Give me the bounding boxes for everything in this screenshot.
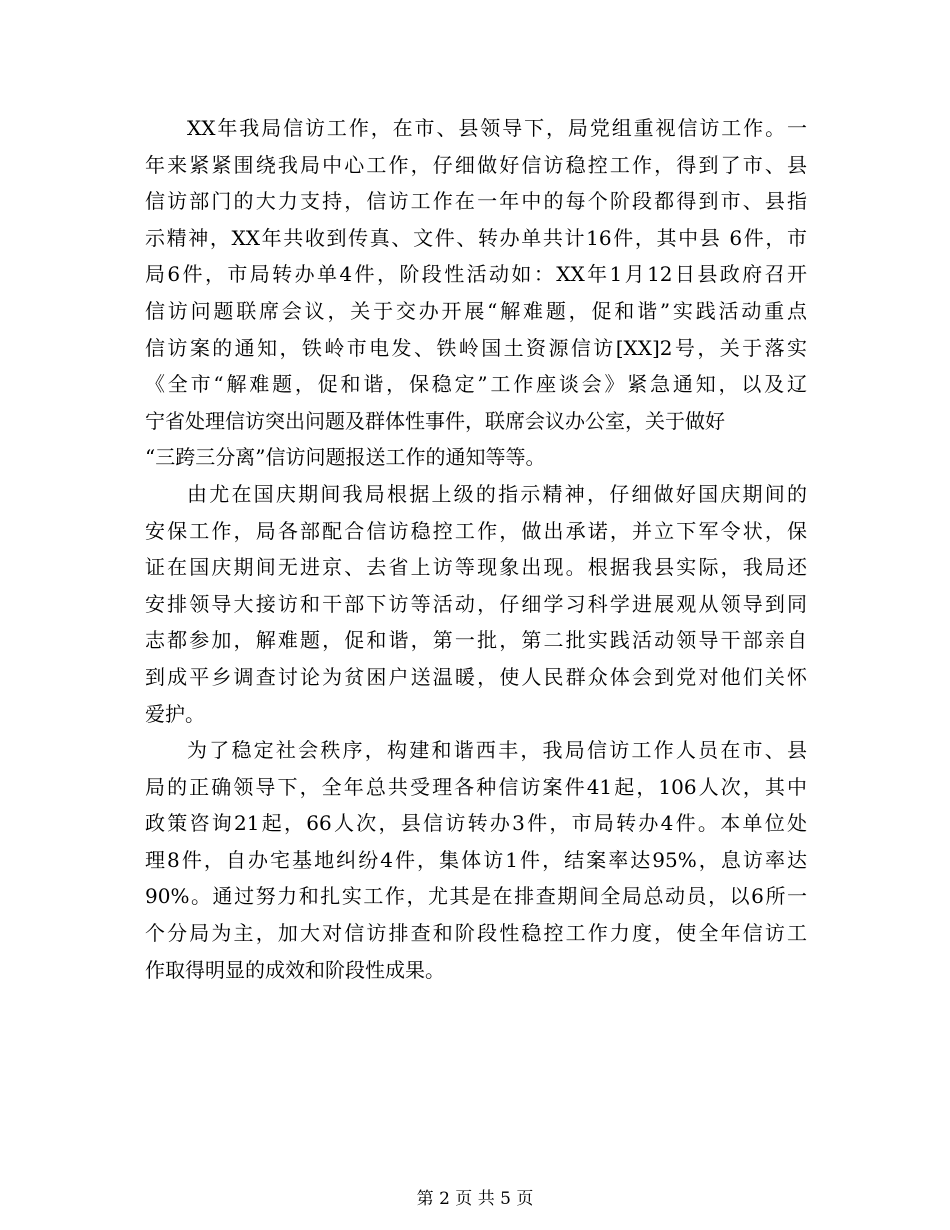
text-line: 由尤在国庆期间我局根据上级的指示精神，仔细做好国庆期间的: [187, 481, 807, 506]
text-line: 信访部门的大力支持，信访工作在一年中的每个阶段都得到市、县指: [145, 189, 807, 214]
text-line: 《全市“解难题，促和谐，保稳定”工作座谈会》紧急通知，以及辽: [145, 372, 807, 397]
page-number-footer: 第 2 页 共 5 页: [416, 1189, 534, 1209]
text-line: 局的正确领导下，全年总共受理各种信访案件41起，106人次，其中: [145, 774, 807, 799]
text-line: 证在国庆期间无进京、去省上访等现象出现。根据我县实际，我局还: [145, 555, 807, 580]
text-line: 到成平乡调查讨论为贫困户送温暖，使人民群众体会到党对他们关怀: [145, 664, 807, 689]
text-line: 爱护。: [145, 701, 205, 726]
text-line: 90%。通过努力和扎实工作，尤其是在排查期间全局总动员，以6所一: [145, 884, 807, 909]
text-line: 局6件，市局转办单4件，阶段性活动如：XX年1月12日县政府召开: [145, 262, 807, 287]
document-body: [145, 110, 807, 988]
text-line: 年来紧紧围绕我局中心工作，仔细做好信访稳控工作，得到了市、县: [145, 152, 807, 177]
text-line: 安保工作，局各部配合信访稳控工作，做出承诺，并立下军令状，保: [145, 518, 807, 543]
text-line: “三跨三分离”信访问题报送工作的通知等等。: [145, 445, 546, 470]
paragraph-2: [145, 476, 807, 732]
text-line: 安排领导大接访和干部下访等活动，仔细学习科学进展观从领导到同: [145, 591, 807, 616]
text-line: 志都参加，解难题，促和谐，第一批，第二批实践活动领导干部亲自: [145, 628, 807, 653]
paragraph-1: [145, 110, 807, 476]
text-line: 理8件，自办宅基地纠纷4件，集体访1件，结案率达95%，息访率达: [145, 847, 807, 872]
text-line: 信访问题联席会议，关于交办开展“解难题，促和谐”实践活动重点: [145, 298, 807, 323]
text-line: 示精神，XX年共收到传真、文件、转办单共计16件，其中县 6件，市: [145, 225, 807, 250]
text-line: XX年我局信访工作，在市、县领导下，局党组重视信访工作。一: [187, 116, 807, 140]
paragraph-3: [145, 732, 807, 988]
text-line: 宁省处理信访突出问题及群体性事件，联席会议办公室，关于做好: [145, 408, 725, 433]
text-line: 政策咨询21起，66人次，县信访转办3件，市局转办4件。本单位处: [145, 811, 807, 836]
text-line: 作取得明显的成效和阶段性成果。: [145, 957, 445, 982]
text-line: 个分局为主，加大对信访排查和阶段性稳控工作力度，使全年信访工: [145, 921, 807, 946]
text-line: 为了稳定社会秩序，构建和谐西丰，我局信访工作人员在市、县: [187, 738, 807, 763]
text-line: 信访案的通知，铁岭市电发、铁岭国土资源信访[XX]2号，关于落实: [145, 335, 807, 360]
